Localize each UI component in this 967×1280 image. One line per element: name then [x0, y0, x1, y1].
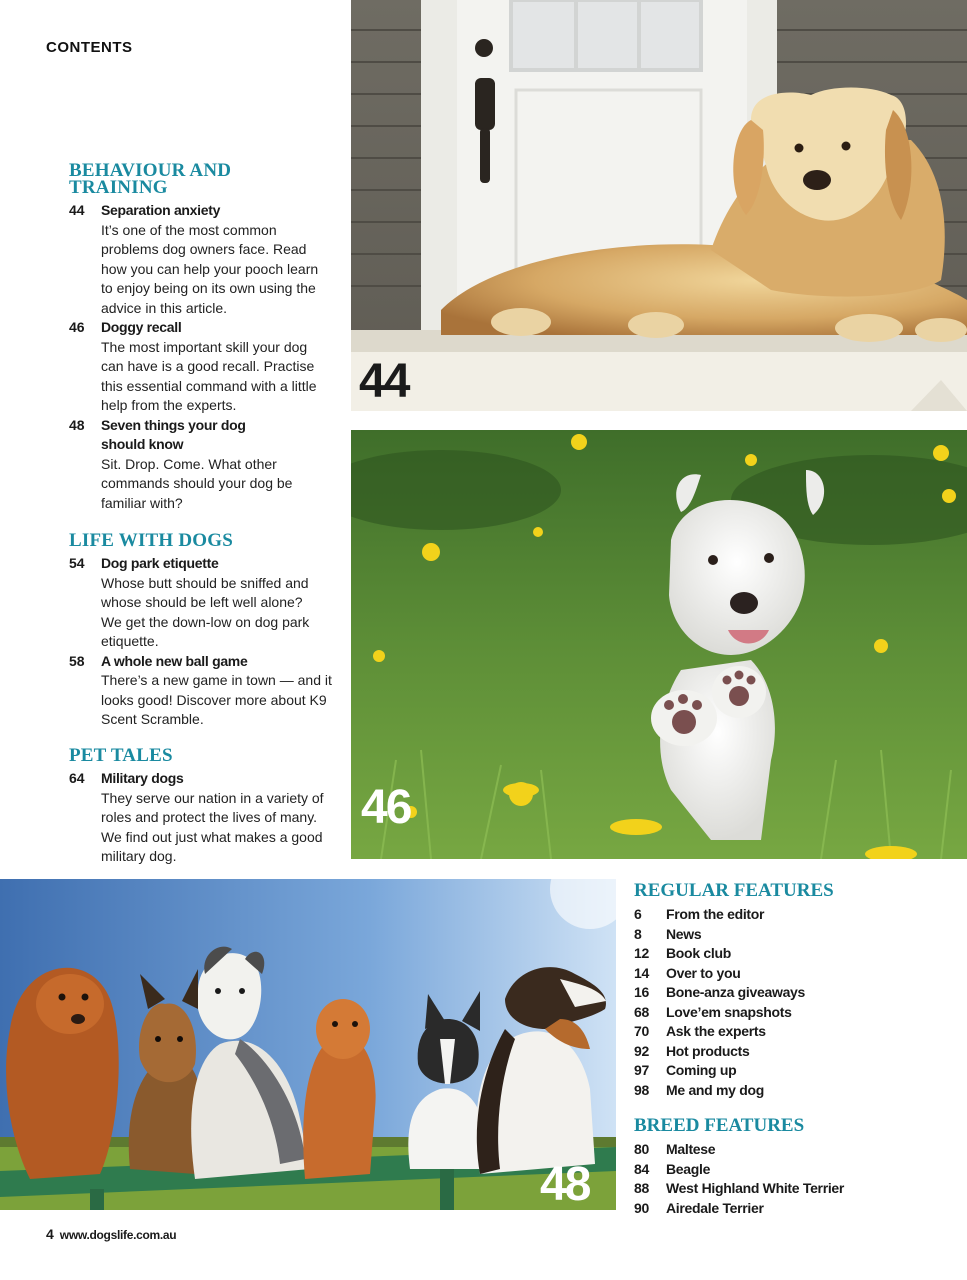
feature-page: 70	[634, 1023, 649, 1039]
entry-title: Dog park etiquette	[101, 555, 219, 571]
entry-title: Doggy recall	[101, 319, 182, 335]
feature-item[interactable]	[634, 1022, 954, 1042]
golden-retriever-image	[351, 0, 967, 411]
page-footer	[46, 1226, 176, 1242]
feature-item[interactable]	[634, 905, 954, 925]
feature-title: From the editor	[666, 906, 765, 922]
entry-page: 48	[69, 416, 85, 433]
photo-puppy-running	[351, 430, 967, 859]
breed-page: 88	[634, 1180, 649, 1196]
breed-page: 84	[634, 1160, 649, 1177]
entry-desc: They serve our nation in a variety of roles and protect the lives of many. We find out just what makes a good military dog.	[101, 789, 324, 864]
breed-page: 90	[634, 1199, 649, 1216]
breed-item[interactable]	[634, 1140, 954, 1160]
toc-entry[interactable]	[69, 416, 339, 514]
photo-page-number: 48	[540, 1158, 590, 1210]
toc-entry[interactable]	[69, 769, 339, 867]
feature-page: 12	[634, 945, 649, 961]
toc-entry[interactable]	[69, 201, 339, 318]
entry-page: 54	[69, 555, 85, 571]
feature-page: 6	[634, 906, 642, 922]
feature-title: Hot products	[666, 1042, 750, 1059]
website-link[interactable]: www.dogslife.com.au	[59, 1228, 177, 1242]
section-life-with-dogs	[69, 532, 339, 730]
toc-entry[interactable]	[69, 652, 339, 730]
feature-title: Me and my dog	[666, 1081, 764, 1098]
breed-item[interactable]	[634, 1179, 954, 1199]
entry-desc: Whose butt should be sniffed and whose should be left well alone? We get the down-low on dog park etiquette.	[101, 574, 310, 649]
feature-title: Ask the experts	[666, 1023, 766, 1039]
feature-page: 97	[634, 1062, 649, 1078]
photo-page-number: 44	[359, 355, 409, 408]
entry-title: Seven things your dog should know	[101, 416, 246, 452]
feature-page: 16	[634, 984, 649, 1000]
entry-page: 44	[69, 202, 85, 218]
breed-title: Airedale Terrier	[666, 1199, 764, 1216]
feature-page: 98	[634, 1081, 649, 1098]
feature-title: Bone-anza giveaways	[666, 984, 806, 1000]
feature-title: News	[666, 925, 702, 942]
breed-title: West Highland White Terrier	[666, 1180, 845, 1196]
feature-page: 68	[634, 1003, 649, 1020]
photo-page-number: 46	[361, 781, 411, 834]
feature-item[interactable]	[634, 1081, 954, 1101]
section-heading: BEHAVIOUR AND TRAINING	[69, 160, 232, 198]
page-number: 4	[46, 1226, 54, 1242]
entry-title: Military dogs	[101, 770, 184, 786]
breed-features-list	[634, 1116, 954, 1218]
feature-item[interactable]	[634, 983, 954, 1003]
entry-desc: The most important skill your dog can have is a good recall. Practise this essential command with a little help from the experts.	[101, 338, 317, 413]
feature-item[interactable]	[634, 1061, 954, 1081]
entry-page: 64	[69, 770, 85, 786]
feature-title: Coming up	[666, 1062, 737, 1078]
feature-title: Over to you	[666, 964, 741, 981]
feature-page: 14	[634, 964, 649, 981]
regular-features-heading: REGULAR FEATURES	[634, 880, 834, 901]
entry-desc: Sit. Drop. Come. What other commands should your dog be familiar with?	[101, 455, 293, 511]
entry-page: 58	[69, 652, 85, 669]
photo-golden-retriever	[351, 0, 967, 411]
feature-item[interactable]	[634, 1042, 954, 1062]
puppy-image	[351, 430, 967, 859]
feature-page: 92	[634, 1042, 649, 1059]
entry-desc: There’s a new game in town — and it looks good! Discover more about K9 Scent Scramble.	[101, 672, 332, 727]
regular-features-list	[634, 881, 954, 1100]
breed-item[interactable]	[634, 1160, 954, 1180]
breed-title: Maltese	[666, 1141, 716, 1157]
feature-title: Book club	[666, 945, 731, 961]
breed-page: 80	[634, 1141, 649, 1157]
entry-page: 46	[69, 319, 85, 335]
feature-item[interactable]	[634, 964, 954, 984]
entry-title: A whole new ball game	[101, 652, 248, 669]
section-behaviour-training	[69, 162, 339, 513]
feature-item[interactable]	[634, 944, 954, 964]
entry-title: Separation anxiety	[101, 202, 221, 218]
breed-features-heading: BREED FEATURES	[634, 1115, 805, 1136]
feature-item[interactable]	[634, 1003, 954, 1023]
dogs-bench-image	[0, 879, 616, 1210]
feature-item[interactable]	[634, 925, 954, 945]
entry-desc: It’s one of the most common problems dog owners face. Read how you can help your pooch learn to enjoy being on its own using the advice in this article.	[101, 221, 319, 316]
photo-dogs-bench	[0, 879, 616, 1210]
page-title: CONTENTS	[46, 39, 133, 56]
section-heading: LIFE WITH DOGS	[69, 530, 233, 551]
toc-entry[interactable]	[69, 554, 339, 652]
toc-entry[interactable]	[69, 318, 339, 416]
feature-page: 8	[634, 925, 642, 942]
section-heading: PET TALES	[69, 745, 173, 766]
breed-title: Beagle	[666, 1160, 711, 1177]
section-pet-tales	[69, 747, 339, 867]
breed-item[interactable]	[634, 1199, 954, 1219]
feature-title: Love’em snapshots	[666, 1003, 792, 1020]
